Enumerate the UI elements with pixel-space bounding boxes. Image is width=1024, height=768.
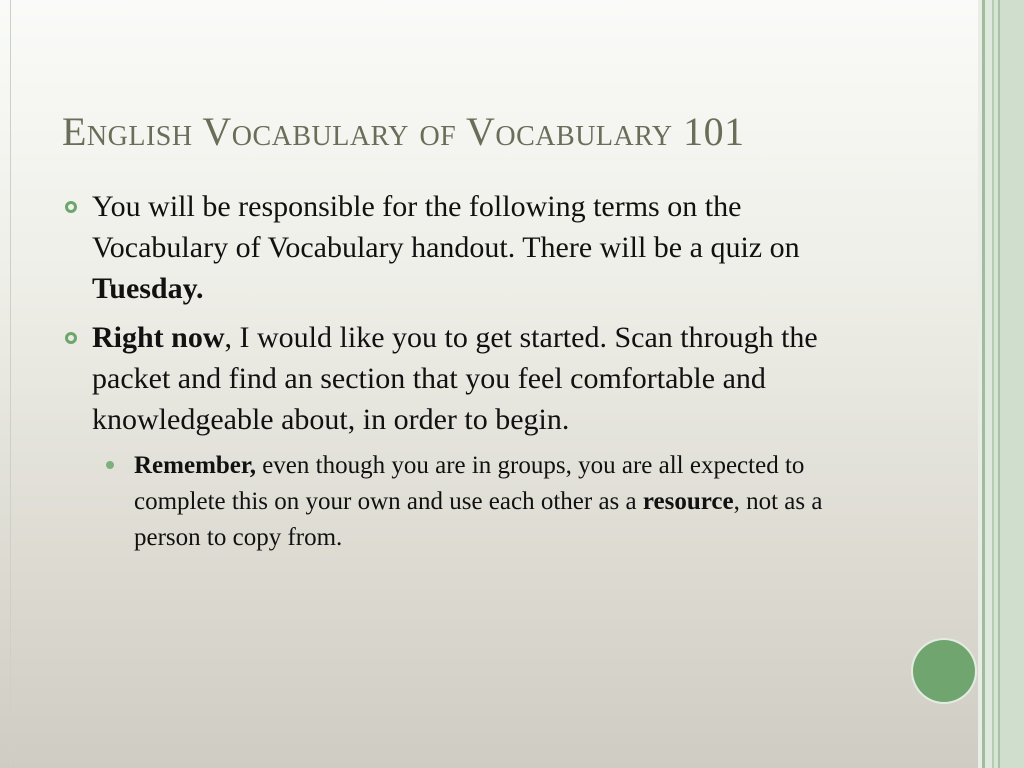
bullet-1-text: You will be responsible for the following terms on the Vocabulary of Vocabulary handout. There will be a quiz on: [92, 190, 800, 264]
sub-bullet-bold-start: Remember,: [134, 452, 256, 479]
bullet-1-bold: Tuesday.: [92, 272, 204, 305]
bullet-2-bold: Right now: [92, 321, 225, 354]
green-circle-decoration: [913, 640, 975, 702]
bullet-item-1: [62, 186, 882, 309]
right-decorative-band: [978, 0, 1024, 768]
sub-bullet-text-mid: even though you are in groups, you are all expected to complete this on your own and use each other as a: [134, 452, 805, 515]
slide-title: English Vocabulary of Vocabulary 101: [62, 109, 745, 154]
left-border-line: [10, 0, 11, 768]
filled-circle-bullet-icon: [106, 461, 114, 469]
sub-bullet-text-end: , not as a person to copy from.: [134, 488, 823, 551]
hollow-circle-bullet-icon: [65, 201, 77, 213]
sub-bullet-item-1: [62, 448, 882, 556]
sub-bullet-bold-mid: resource: [642, 488, 734, 515]
bullet-item-2: [62, 317, 882, 440]
bullet-2-text: , I would like you to get started. Scan through the packet and find an section that you feel comfortable and knowledgeable about, in order to begin.: [92, 321, 818, 436]
hollow-circle-bullet-icon: [65, 332, 77, 344]
slide-body: [62, 186, 882, 556]
